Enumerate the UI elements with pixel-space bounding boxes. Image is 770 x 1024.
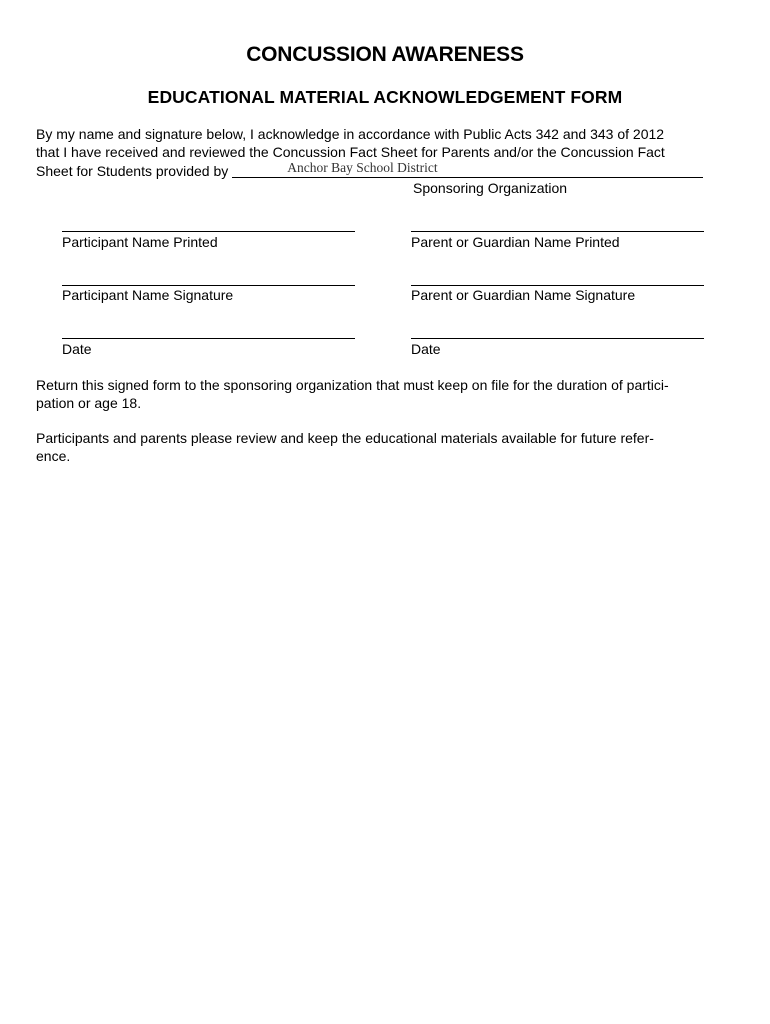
review-instructions-line-2: ence. bbox=[36, 448, 71, 465]
participant-signature-field[interactable] bbox=[62, 285, 355, 286]
parent-name-printed-field[interactable] bbox=[411, 231, 704, 232]
acknowledgement-line-3-prefix: Sheet for Students provided by bbox=[36, 162, 229, 179]
review-instructions bbox=[36, 429, 726, 466]
participant-name-printed-label: Participant Name Printed bbox=[62, 234, 218, 250]
acknowledgement-line-1: By my name and signature below, I acknowledge in accordance with Public Acts 342 and 343 of 2012 bbox=[36, 126, 665, 142]
participant-signature-label: Participant Name Signature bbox=[62, 287, 234, 303]
form-subtitle: EDUCATIONAL MATERIAL ACKNOWLEDGEMENT FORM bbox=[147, 87, 623, 107]
sponsoring-organization-caption: Sponsoring Organization bbox=[413, 180, 568, 196]
sponsoring-organization-value: Anchor Bay School District bbox=[287, 159, 438, 175]
form-title: CONCUSSION AWARENESS bbox=[246, 43, 524, 66]
acknowledgement-line-2: that I have received and reviewed the Concussion Fact Sheet for Parents and/or the Concussion Fact bbox=[36, 144, 665, 161]
parent-signature-field[interactable] bbox=[411, 285, 704, 286]
sponsoring-organization-field[interactable] bbox=[232, 159, 703, 178]
parent-signature-label: Parent or Guardian Name Signature bbox=[411, 287, 636, 303]
return-instructions-line-1: Return this signed form to the sponsoring organization that must keep on file for the duration of partici- bbox=[36, 377, 669, 393]
participant-date-label: Date bbox=[62, 341, 92, 357]
participant-name-printed-field[interactable] bbox=[62, 231, 355, 232]
return-instructions bbox=[36, 376, 726, 413]
acknowledgement-line-3 bbox=[36, 159, 726, 180]
acknowledgement-paragraph bbox=[36, 125, 726, 180]
return-instructions-line-2: pation or age 18. bbox=[36, 395, 142, 412]
parent-name-printed-label: Parent or Guardian Name Printed bbox=[411, 234, 620, 250]
parent-date-label: Date bbox=[411, 341, 441, 357]
review-instructions-line-1: Participants and parents please review and keep the educational materials available for future refer- bbox=[36, 430, 654, 446]
parent-date-field[interactable] bbox=[411, 338, 704, 339]
participant-date-field[interactable] bbox=[62, 338, 355, 339]
